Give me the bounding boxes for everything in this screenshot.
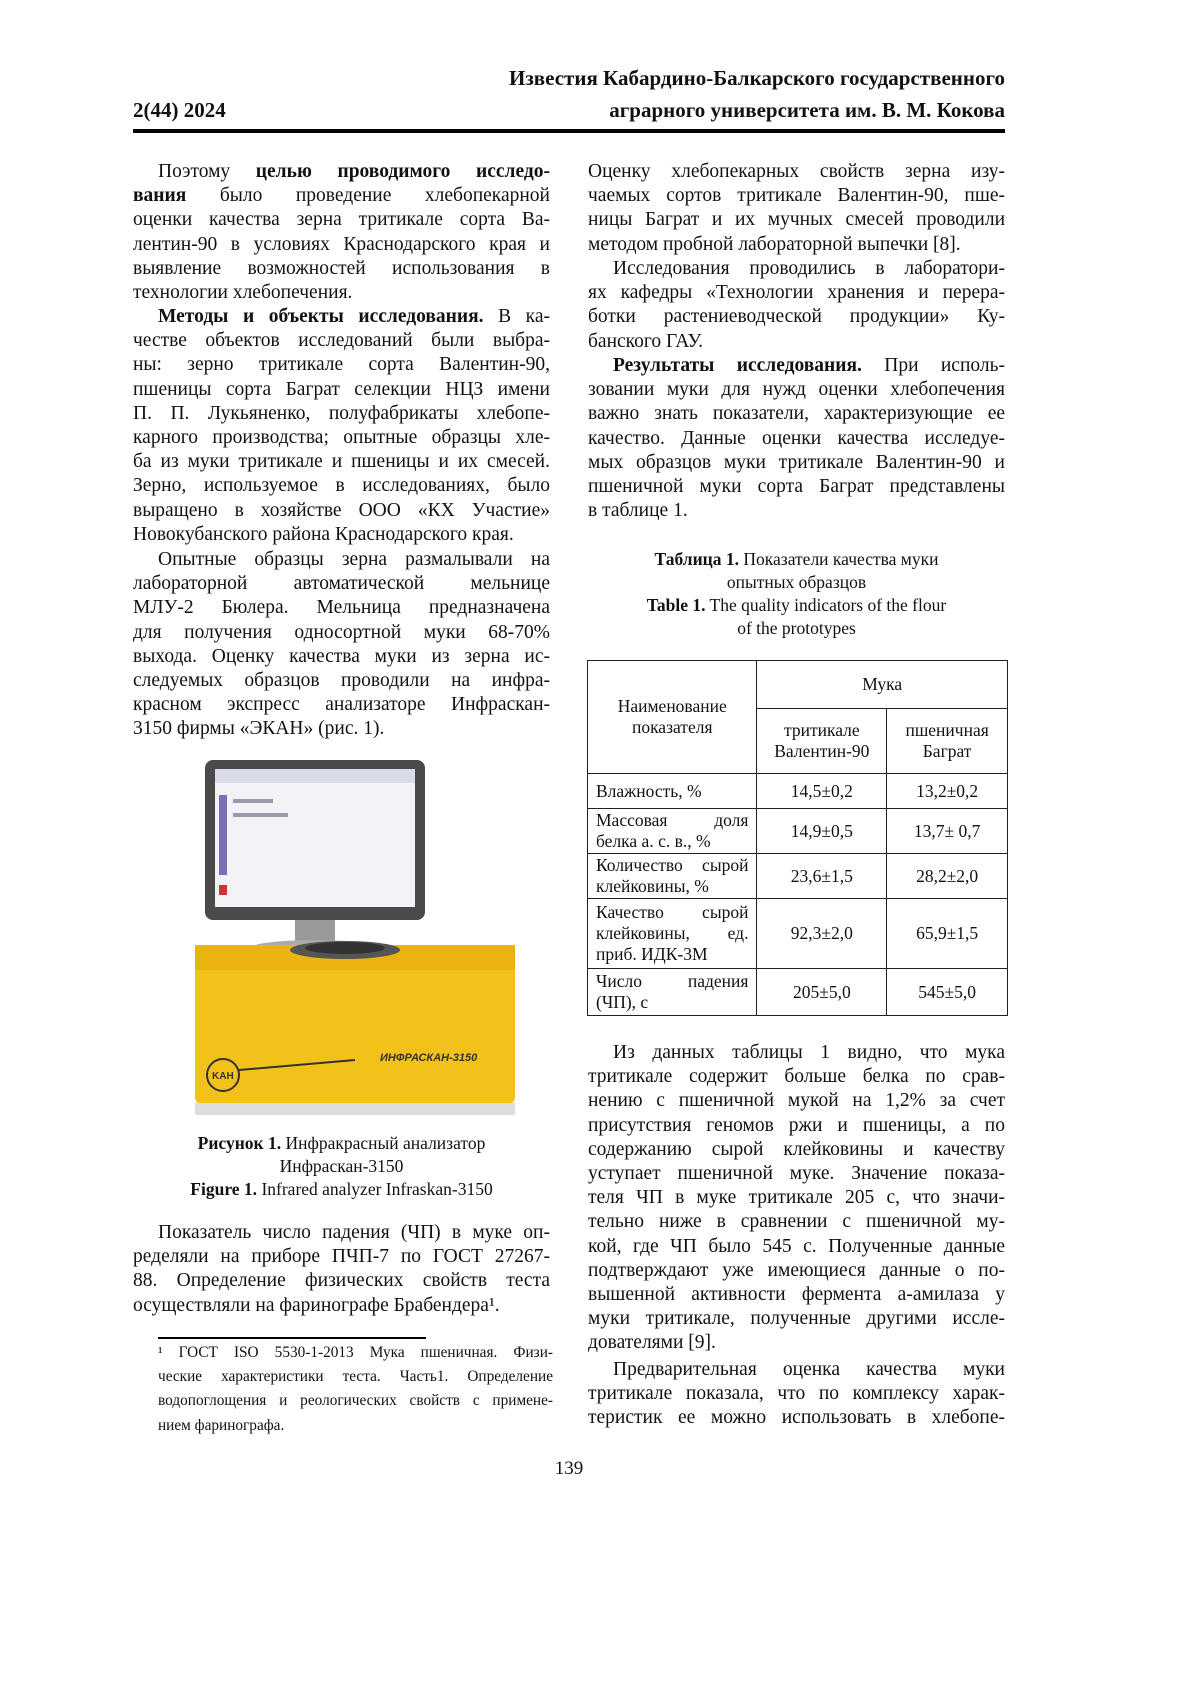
text-segment: было проведение хлебопекарной [186,185,550,206]
text-line: Из данных таблицы 1 видно, что мука [588,1041,1005,1065]
indicator-name-part: Качество сырой клейковины, ед. [596,902,748,943]
indicator-name-part: приб. ИДК-3М [596,944,748,965]
text-line: пшеницы сорта Баграт селекции НЦЗ имени [133,378,550,402]
wheat-value: 65,9±1,5 [887,899,1008,969]
text-line: тритикале показала, что по комплексу харак- [588,1382,1005,1406]
text-line: мых образцов муки тритикале Валентин-90 и [588,451,1005,475]
triticale-value: 205±5,0 [757,969,887,1016]
text-line: выявление возможностей использования в [133,257,550,281]
table-caption-text-en: The quality indicators of the flour [705,595,946,615]
header-indicator-name: Наименование показателя [588,661,757,774]
paragraph-results [588,354,1005,523]
text-line: важно знать показатели, характеризующие ее [588,402,1005,426]
text-line: честве объектов исследований были выбра- [133,329,550,353]
text-line: Оценку хлебопекарных свойств зерна изу- [588,160,1005,184]
text-line: в таблице 1. [588,499,1005,523]
bold-heading-text: целью проводимого исследо- [256,161,550,182]
table-caption-text: опытных образцов [588,571,1005,594]
text-line: Зерно, используемое в исследованиях, было [133,474,550,498]
text-line: банского ГАУ. [588,330,1005,354]
indicator-name-part: белка а. с. в., % [596,831,748,852]
logo-text: KAH [212,1071,234,1082]
paragraph [133,1221,550,1318]
table-row [588,969,1008,1016]
text-line: содержанию сырой клейковины и качеству [588,1138,1005,1162]
bold-heading-text: вания [133,185,186,206]
text-line: карного производства; опытные образцы хле- [133,426,550,450]
text-line: водопоглощения и реологических свойств с примене- [158,1390,553,1414]
text-line: П. П. Лукьяненко, полуфабрикаты хлебопе- [133,402,550,426]
header-rule [133,129,1005,133]
text-line: оценки качества зерна тритикале сорта Ва- [133,208,550,232]
table-row [588,899,1008,969]
footnote [158,1342,553,1439]
text-line: дователями [9]. [588,1331,1005,1355]
table-caption [588,548,1005,640]
text-line: 88. Определение физических свойств теста [133,1269,550,1293]
text-line: ба из муки тритикале и пшеницы и их смесей. [133,450,550,474]
text-line: 3150 фирмы «ЭКАН» (рис. 1). [133,717,550,741]
text-line: чаемых сортов тритикале Валентин-90, пше- [588,184,1005,208]
text-line: выращено в хозяйстве ООО «КХ Участие» [133,499,550,523]
header-wheat: пшеничная Баграт [887,709,1008,774]
text-line: ¹ ГОСТ ISO 5530-1-2013 Мука пшеничная. Физи- [158,1342,553,1366]
triticale-value: 92,3±2,0 [757,899,887,969]
text-line: Опытные образцы зерна размалывали на [133,548,550,572]
text-line: технологии хлебопечения. [133,281,550,305]
text-segment: В ка- [484,306,550,327]
text-line [133,160,550,184]
text-segment: При исполь- [862,355,1005,376]
text-line: Предварительная оценка качества муки [588,1358,1005,1382]
text-line: ческие характеристики теста. Часть1. Определение [158,1366,553,1390]
text-line: для получения односортной муки 68-70% [133,621,550,645]
text-line: осуществляли на фаринографе Брабендера¹. [133,1294,550,1318]
figure-caption [133,1132,550,1201]
text-line: Новокубанского района Краснодарского края. [133,523,550,547]
text-line: ботки растениеводческой продукции» Ку- [588,305,1005,329]
wheat-value: 13,2±0,2 [887,774,1008,809]
paragraph [133,160,550,305]
text-line: качество. Данные оценки качества исследуе- [588,427,1005,451]
text-segment: Поэтому [158,161,256,182]
text-line: нием фаринографа. [158,1415,553,1439]
table-row [588,809,1008,854]
triticale-value: 23,6±1,5 [757,854,887,899]
text-line: теристик ее можно использовать в хлебопе- [588,1406,1005,1430]
text-line: нению с пшеничной мукой на 1,2% за счет [588,1089,1005,1113]
indicator-name [588,969,757,1016]
text-line: ны: зерно тритикале сорта Валентин-90, [133,353,550,377]
text-line: теля ЧП в муке тритикале 205 с, что значи- [588,1186,1005,1210]
text-line: следуемых образцов проводили на инфра- [133,669,550,693]
figure-caption-text-en: Infrared analyzer Infraskan-3150 [257,1179,493,1199]
paragraph-methods [133,305,550,547]
text-line [588,354,1005,378]
indicator-name-part: Число падения [596,971,748,991]
text-line: ницы Баграт и их мучных смесей проводили [588,208,1005,232]
figure-caption-label-en: Figure 1. [190,1179,257,1199]
device-label: ИНФРАСКАН-3150 [380,1052,478,1064]
indicator-name-part: Массовая доля [596,810,748,830]
paragraph [588,257,1005,354]
text-line: пшеничной муки сорта Баграт представлены [588,475,1005,499]
text-line [133,305,550,329]
text-line: ределяли на приборе ПЧП-7 по ГОСТ 27267- [133,1245,550,1269]
table-caption-text-en: of the prototypes [588,617,1005,640]
text-line: тритикале содержит больше белка по срав- [588,1065,1005,1089]
figure-caption-text: Инфракрасный анализатор [281,1133,485,1153]
wheat-value: 28,2±2,0 [887,854,1008,899]
indicator-name [588,899,757,969]
indicator-name [588,809,757,854]
text-line: подтверждают уже имеющиеся данные о по- [588,1259,1005,1283]
footnote-rule [158,1337,426,1339]
paragraph [588,160,1005,257]
flour-quality-table [587,660,1008,1016]
journal-title-line2: аграрного университета им. В. М. Кокова [609,98,1005,123]
header-flour: Мука [757,661,1008,709]
text-line: МЛУ-2 Бюлера. Мельница предназначена [133,596,550,620]
text-line: вышенной активности фермента а-амилаза у [588,1283,1005,1307]
figure-infraskan-photo [195,755,515,1120]
text-line: тельно ниже в сравнении с пшеничной му- [588,1210,1005,1234]
issue-number: 2(44) 2024 [133,98,226,123]
indicator-name-part: клейковины, % [596,876,748,897]
indicator-name-part: Влажность, % [596,781,748,802]
text-line: уступает пшеничной муке. Значение показа- [588,1162,1005,1186]
text-line: лентин-90 в условиях Краснодарского края и [133,233,550,257]
analyzer-illustration [195,755,515,1120]
text-line: кой, где ЧП было 545 с. Полученные данные [588,1235,1005,1259]
table-caption-text: Показатели качества муки [739,549,938,569]
figure-caption-label: Рисунок 1. [198,1133,281,1153]
table-row [588,774,1008,809]
table-caption-label: Таблица 1. [654,549,739,569]
text-line: зовании муки для нужд оценки хлебопечения [588,378,1005,402]
bold-heading-text: Методы и объекты исследования. [158,306,484,327]
journal-title-line1: Известия Кабардино-Балкарского государственного [509,66,1005,91]
paragraph [588,1358,1005,1431]
text-line: ях кафедры «Технологии хранения и перера- [588,281,1005,305]
indicator-name-part: Количество сырой [596,855,748,875]
indicator-name [588,774,757,809]
paragraph [588,1041,1005,1355]
text-line: муки тритикале, полученные другими иссле- [588,1307,1005,1331]
text-line: присутствия геномов ржи и пшеницы, а по [588,1114,1005,1138]
text-line: Показатель число падения (ЧП) в муке оп- [133,1221,550,1245]
text-line: красном экспресс анализаторе Инфраскан- [133,693,550,717]
text-line: Исследования проводились в лаборатори- [588,257,1005,281]
text-line: выхода. Оценку качества муки из зерна ис- [133,645,550,669]
bold-heading-text: Результаты исследования. [613,355,862,376]
triticale-value: 14,5±0,2 [757,774,887,809]
wheat-value: 13,7± 0,7 [887,809,1008,854]
figure-caption-text: Инфраскан-3150 [133,1155,550,1178]
indicator-name-part: (ЧП), с [596,992,748,1013]
paragraph [133,548,550,742]
indicator-name [588,854,757,899]
table-caption-label-en: Table 1. [647,595,706,615]
wheat-value: 545±5,0 [887,969,1008,1016]
text-line: методом пробной лабораторной выпечки [8]. [588,233,1005,257]
header-triticale: тритикале Валентин-90 [757,709,887,774]
table-row [588,854,1008,899]
text-line: лабораторной автоматической мельнице [133,572,550,596]
text-line [133,184,550,208]
page-number: 139 [0,1458,1138,1480]
triticale-value: 14,9±0,5 [757,809,887,854]
